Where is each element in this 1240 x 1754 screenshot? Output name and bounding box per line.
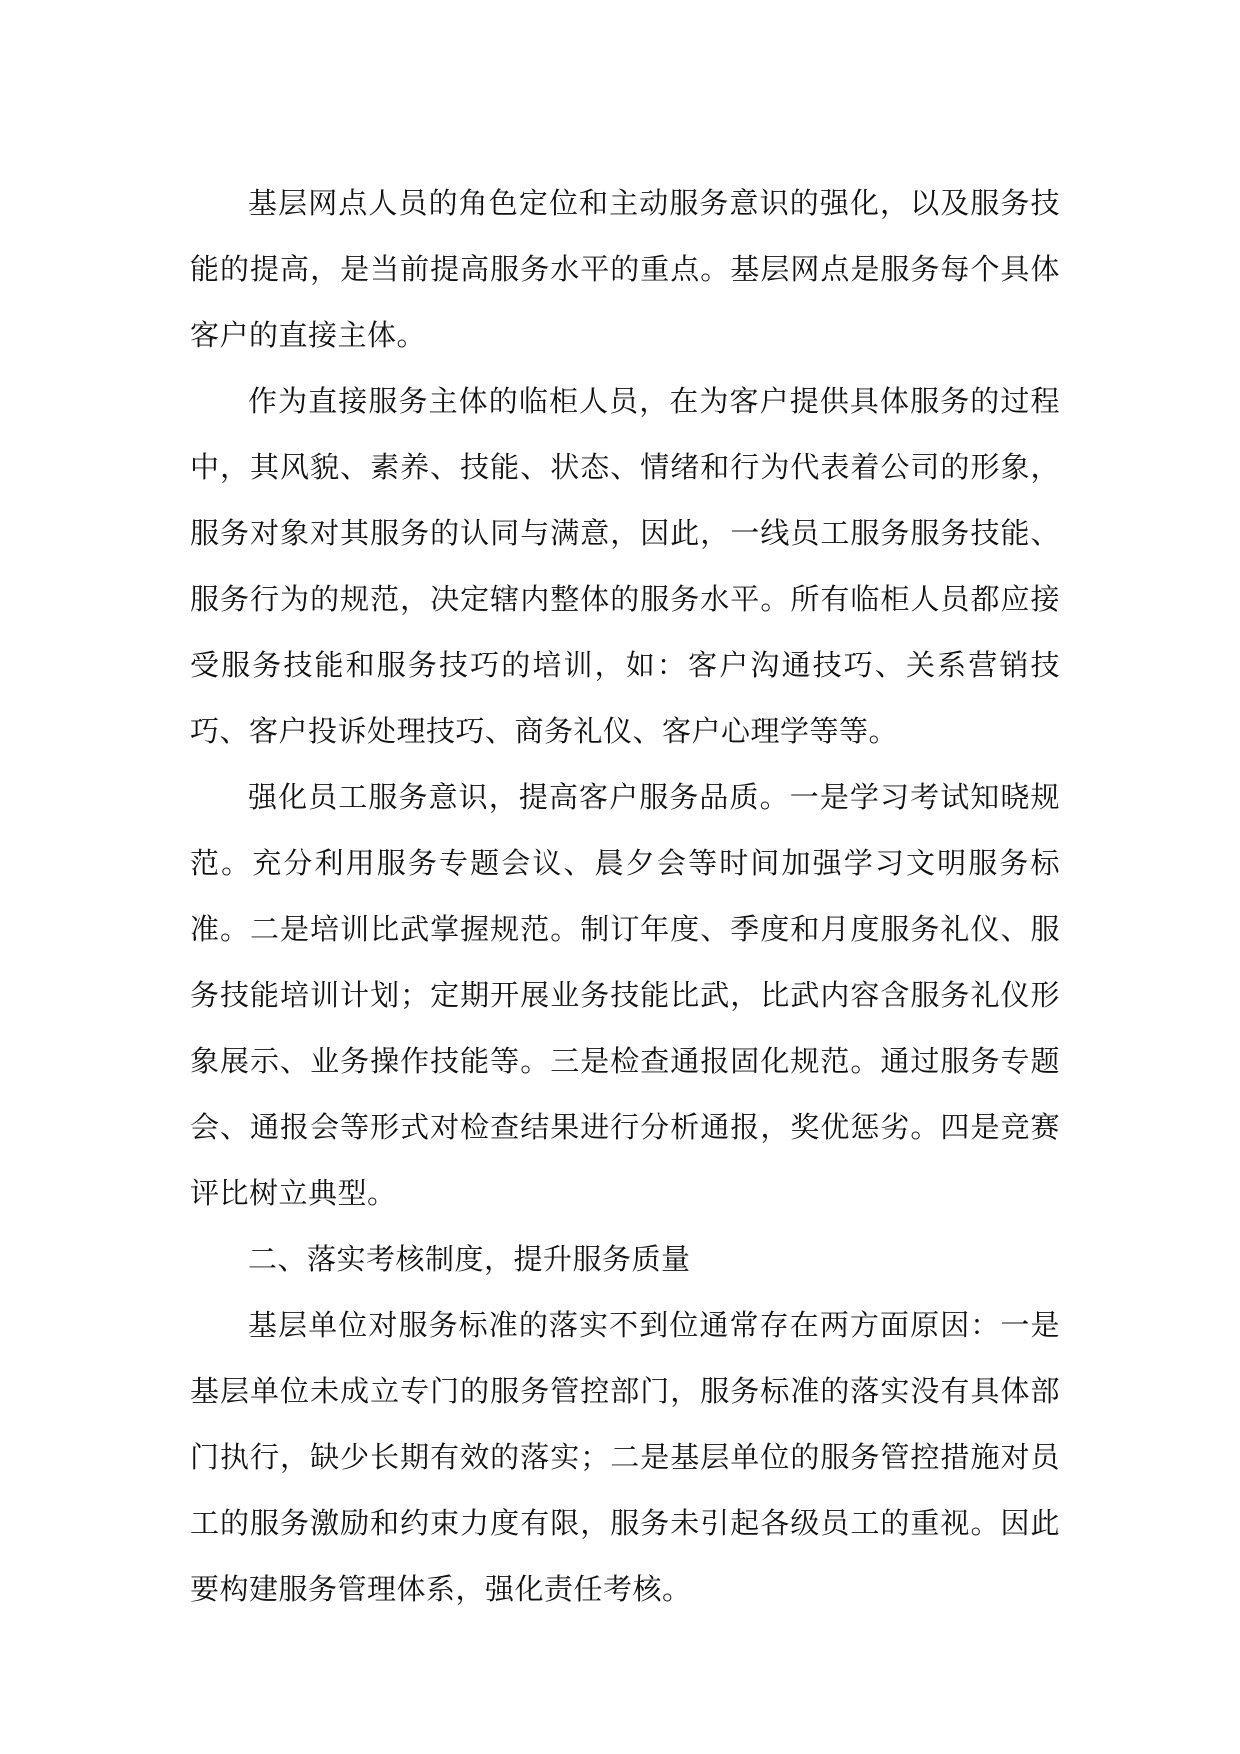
paragraph-2: 作为直接服务主体的临柜人员，在为客户提供具体服务的过程中，其风貌、素养、技能、状态、情绪和行为代表着公司的形象，服务对象对其服务的认同与满意，因此，一线员工服务服务技能、服务行为的规范，决定辖内整体的服务水平。所有临柜人员都应接受服务技能和服务技巧的培训，如：客户沟通技巧、关系营销技巧、客户投诉处理技巧、商务礼仪、客户心理学等等。 xyxy=(190,384,1060,748)
section-heading: 二、落实考核制度，提升服务质量 xyxy=(248,1242,691,1276)
document-body xyxy=(190,170,1060,1622)
paragraph-1: 基层网点人员的角色定位和主动服务意识的强化，以及服务技能的提高，是当前提高服务水平的重点。基层网点是服务每个具体客户的直接主体。 xyxy=(190,186,1060,352)
paragraph-3: 强化员工服务意识，提高客户服务品质。一是学习考试知晓规范。充分利用服务专题会议、晨夕会等时间加强学习文明服务标准。二是培训比武掌握规范。制订年度、季度和月度服务礼仪、服务技能培训计划；定期开展业务技能比武，比武内容含服务礼仪形象展示、业务操作技能等。三是检查通报固化规范。通过服务专题会、通报会等形式对检查结果进行分析通报，奖优惩劣。四是竞赛评比树立典型。 xyxy=(190,780,1060,1210)
paragraph-5: 基层单位对服务标准的落实不到位通常存在两方面原因：一是基层单位未成立专门的服务管控部门，服务标准的落实没有具体部门执行，缺少长期有效的落实；二是基层单位的服务管控措施对员工的服务激励和约束力度有限，服务未引起各级员工的重视。因此要构建服务管理体系，强化责任考核。 xyxy=(190,1308,1060,1606)
